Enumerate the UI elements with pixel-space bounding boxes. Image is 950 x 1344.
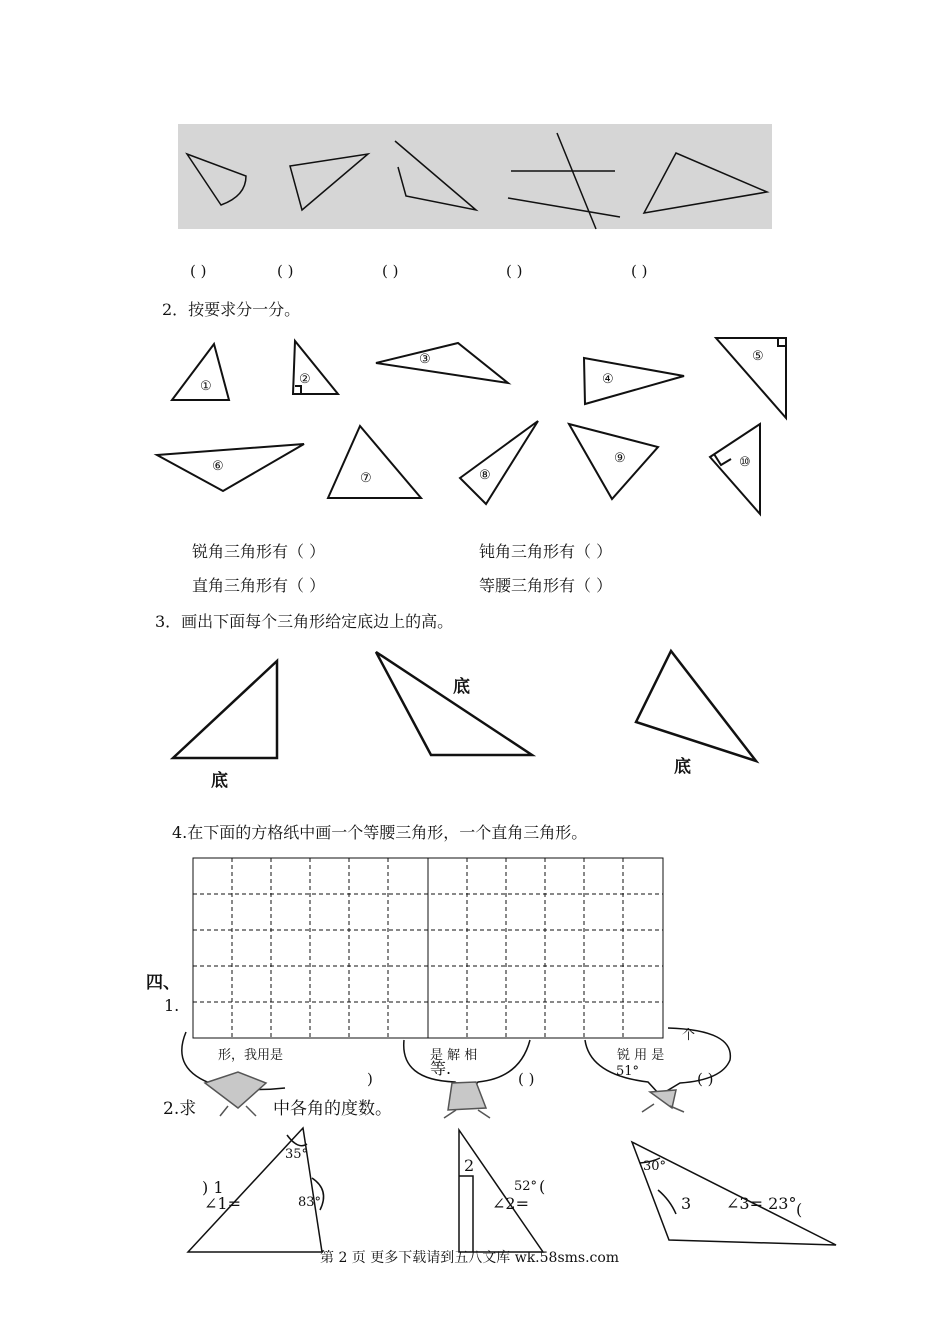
- q3-triangles: [173, 651, 756, 761]
- square-grid: [193, 858, 663, 1038]
- q1-figures: [187, 133, 767, 229]
- acute-answer[interactable]: 锐角三角形有（ ）: [192, 542, 326, 561]
- isosceles-answer[interactable]: 等腰三角形有（ ）: [479, 576, 613, 595]
- angle2-label[interactable]: ∠2=: [492, 1194, 529, 1213]
- triangle-label-10: ⑩: [739, 455, 751, 470]
- triangle-label-2: ②: [299, 372, 311, 387]
- bubble-2-top-text: 是 解 相: [430, 1048, 478, 1063]
- bubble-2-paren[interactable]: ( ): [518, 1070, 535, 1088]
- triangle-figure: [290, 154, 368, 210]
- triangle-label-9: ⑨: [614, 451, 626, 466]
- angle-83: 83°: [298, 1195, 322, 1210]
- triangle-label-5: ⑤: [752, 349, 764, 364]
- angle-30: 30°: [643, 1159, 667, 1174]
- q1-answer-5[interactable]: ( ): [631, 262, 648, 280]
- angle3-paren[interactable]: (: [796, 1200, 803, 1219]
- angle-51-label: 51°: [616, 1064, 640, 1079]
- angle2-mark: 2: [464, 1156, 475, 1175]
- obtuse-answer[interactable]: 钝角三角形有（ ）: [479, 542, 613, 561]
- base-label-2: 底: [453, 677, 470, 697]
- page-footer: 第 2 页 更多下载请到五八文库 wk.58sms.com: [320, 1250, 620, 1266]
- q2-title: 2．按要求分一分。: [162, 300, 301, 319]
- bubble-3-paren[interactable]: ( ): [697, 1070, 714, 1088]
- section-header: 四、: [146, 973, 180, 993]
- bubble-3-extra: 个: [682, 1028, 696, 1043]
- triangle-label-1: ①: [200, 379, 212, 394]
- q1-answer-1[interactable]: ( ): [190, 262, 207, 280]
- angle-question-prefix: 2.求: [163, 1099, 197, 1119]
- bubble-3-text: 锐 用 是: [617, 1048, 665, 1063]
- angle2-paren[interactable]: (: [539, 1177, 546, 1196]
- triangle-label-3: ③: [419, 352, 431, 367]
- q1-answer-4[interactable]: ( ): [506, 262, 523, 280]
- base-label-3: 底: [674, 757, 691, 777]
- q1-answer-2[interactable]: ( ): [277, 262, 294, 280]
- q4-title: 4.在下面的方格纸中画一个等腰三角形，一个直角三角形。: [172, 823, 588, 842]
- angle3-mark: 3: [681, 1194, 692, 1213]
- angle3-label[interactable]: ∠3= 23°: [726, 1194, 797, 1213]
- triangle-label-6: ⑥: [212, 459, 224, 474]
- bubble-1-paren[interactable]: ): [367, 1070, 373, 1088]
- triangle-label-7: ⑦: [360, 471, 372, 486]
- q2-triangles: [157, 338, 786, 514]
- q3-title: 3．画出下面每个三角形给定底边上的高。: [155, 612, 454, 631]
- triangle-label-8: ⑧: [479, 468, 491, 483]
- angle1-mark: ) 1: [202, 1178, 224, 1197]
- triangle-figure-2: [644, 153, 767, 213]
- sector-figure: [187, 154, 246, 205]
- angle1-label[interactable]: ∠1=: [204, 1194, 241, 1213]
- angle-question-suffix: 中各角的度数。: [273, 1099, 392, 1119]
- right-answer[interactable]: 直角三角形有（ ）: [192, 576, 326, 595]
- q1-answer-3[interactable]: ( ): [382, 262, 399, 280]
- bubble-2-text: 等.: [430, 1059, 452, 1078]
- triangle-label-4: ④: [602, 372, 614, 387]
- bubble-1-text: 形，我用是: [218, 1048, 284, 1063]
- open-angle-figure: [395, 141, 476, 210]
- section-item-1: 1.: [164, 996, 180, 1015]
- angle-35: 35°: [285, 1147, 309, 1162]
- crossing-lines-figure: [508, 133, 620, 229]
- angle-52: 52°: [514, 1179, 538, 1194]
- base-label-1: 底: [211, 771, 228, 791]
